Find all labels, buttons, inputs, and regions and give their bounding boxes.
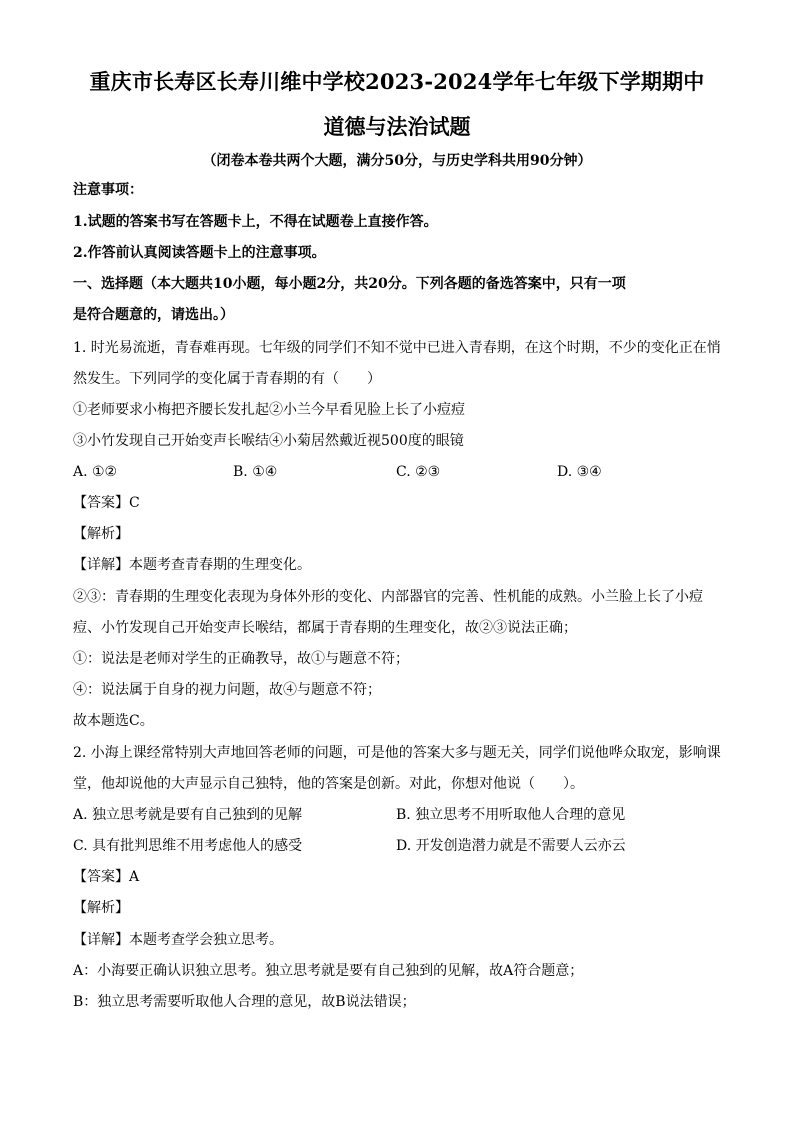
- exam-title-line1: 重庆市长寿区长寿川维中学校2023-2024学年七年级下学期期中: [89, 69, 705, 94]
- notes-heading: 注意事项：: [73, 182, 143, 198]
- q2-answer: 【答案】A: [73, 869, 140, 885]
- q1-stem-line1: 1. 时光易流逝，青春难再现。七年级的同学们不知不觉中已进入青春期，在这个时期，不少的变化正在悄: [73, 340, 721, 356]
- q1-explanation-3: ④：说法属于自身的视力问题，故④与题意不符；: [73, 682, 381, 698]
- q1-analysis-label: 【解析】: [73, 526, 129, 542]
- exam-title-line2: 道德与法治试题: [323, 114, 471, 139]
- q2-explanation-b: B：独立思考需要听取他人合理的意见，故B说法错误；: [73, 994, 416, 1010]
- q2-analysis-label: 【解析】: [73, 900, 129, 916]
- section1-heading-line1: 一、选择题（本大题共10小题，每小题2分，共20分。下列各题的备选答案中，只有一项: [73, 276, 626, 292]
- q1-option-b: B. ①④: [233, 464, 278, 480]
- q2-stem-line2: 堂，他却说他的大声显示自己独特，他的答案是创新。对此，你想对他说（ ）。: [73, 776, 584, 792]
- q2-stem-line1: 2. 小海上课经常特别大声地回答老师的问题，可是他的答案大多与题无关，同学们说他哗众取宠，影响课: [73, 745, 721, 761]
- notes-item-1: 1.试题的答案书写在答题卡上，不得在试题卷上直接作答。: [73, 214, 438, 230]
- q1-explanation-1a: ②③：青春期的生理变化表现为身体外形的变化、内部器官的完善、性机能的成熟。小兰脸上长了小痘: [73, 589, 703, 605]
- q2-option-c: C. 具有批判思维不用考虑他人的感受: [73, 838, 303, 854]
- q1-statements-1: ①老师要求小梅把齐腰长发扎起②小兰今早看见脸上长了小痘痘: [73, 402, 465, 418]
- notes-item-2: 2.作答前认真阅读答题卡上的注意事项。: [73, 245, 326, 261]
- q1-statements-2: ③小竹发现自己开始变声长喉结④小菊居然戴近视500度的眼镜: [73, 433, 464, 449]
- q2-detail: 【详解】本题考查学会独立思考。: [73, 932, 283, 948]
- q1-conclusion: 故本题选C。: [73, 713, 154, 729]
- q1-explanation-1b: 痘、小竹发现自己开始变声长喉结，都属于青春期的生理变化，故②③说法正确；: [73, 620, 577, 636]
- q2-explanation-a: A：小海要正确认识独立思考。独立思考就是要有自己独到的见解，故A符合题意；: [73, 963, 584, 979]
- q1-stem-line2: 然发生。下列同学的变化属于青春期的有（ ）: [73, 371, 381, 387]
- q1-answer: 【答案】C: [73, 495, 140, 511]
- section1-heading-line2: 是符合题意的，请选出。）: [73, 307, 234, 323]
- q2-option-b: B. 独立思考不用听取他人合理的意见: [396, 807, 626, 823]
- q1-option-c: C. ②③: [396, 464, 441, 480]
- exam-subtitle: （闭卷本卷共两个大题，满分50分，与历史学科共用90分钟）: [202, 153, 592, 169]
- q2-option-d: D. 开发创造潜力就是不需要人云亦云: [396, 838, 626, 854]
- q1-detail: 【详解】本题考查青春期的生理变化。: [73, 557, 311, 573]
- q2-option-a: A. 独立思考就是要有自己独到的见解: [73, 807, 303, 823]
- q1-option-a: A. ①②: [73, 464, 118, 480]
- q1-option-d: D. ③④: [557, 464, 602, 480]
- q1-explanation-2: ①：说法是老师对学生的正确教导，故①与题意不符；: [73, 651, 409, 667]
